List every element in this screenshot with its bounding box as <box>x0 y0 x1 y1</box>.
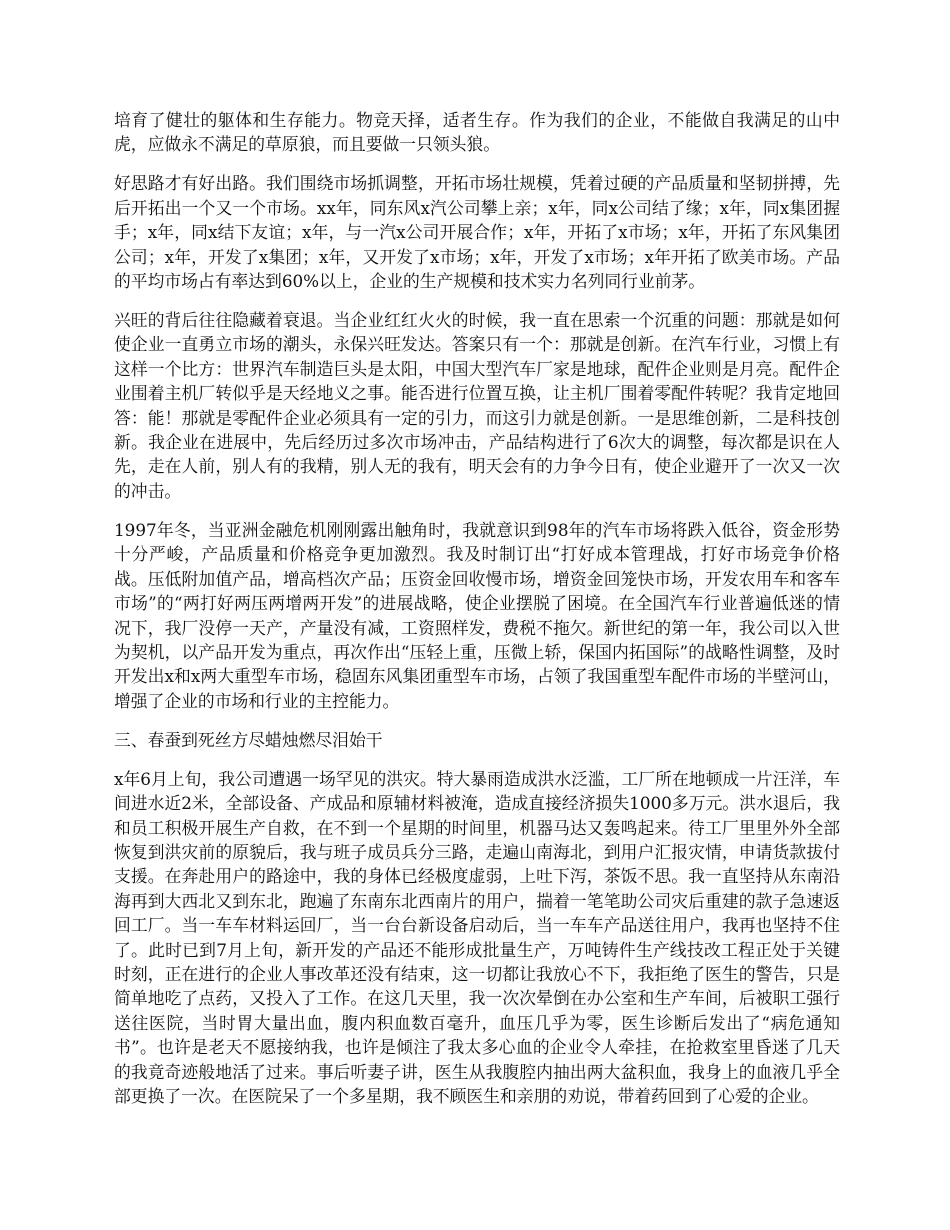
paragraph-2: 好思路才有好出路。我们围绕市场抓调整，开拓市场壮规模，凭着过硬的产品质量和坚韧拼搏，先后开拓出一个又一个市场。xx年，同东风x汽公司攀上亲；x年，同x公司结了缘；x年，同x集团握手；x年，同x结下友谊；x年，与一汽x公司开展合作；x年，开拓了x市场；x年，开拓了东风集团公司；x年，开发了x集团；x年，又开发了x市场；x年，开发了x市场；x年开拓了欧美市场。产品的平均市场占有率达到60%以上，企业的生产规模和技术实力名列同行业前茅。 <box>114 173 840 292</box>
paragraph-5: x年6月上旬，我公司遭遇一场罕见的洪灾。特大暴雨造成洪水泛滥，工厂所在地顿成一片汪洋，车间进水近2米，全部设备、产成品和原辅材料被淹，造成直接经济损失1000多万元。洪水退后，我和员工积极开展生产自救，在不到一个星期的时间里，机器马达又轰鸣起来。待工厂里里外外全部恢复到洪灾前的原貌后，我与班子成员兵分三路，走遍山南海北，到用户汇报灾情，申请货款拔付支援。在奔赴用户的路途中，我的身体已经极度虚弱，上吐下泻，茶饭不思。我一直坚持从东南沿海再到大西北又到东北，跑遍了东南东北西南片的用户，揣着一笔笔助公司灾后重建的款子急速返回工厂。当一车车材料运回厂，当一台台新设备启动后，当一车车产品送往用户，我再也坚持不住了。此时已到7月上旬，新开发的产品还不能形成批量生产，万吨铸件生产线技改工程正处于关键时刻，正在进行的企业人事改革还没有结束，这一切都让我放心不下，我拒绝了医生的警告，只是简单地吃了点药，又投入了工作。在这几天里，我一次次晕倒在办公室和生产车间，后被职工强行送往医院，当时胃大量出血，腹内积血数百毫升，血压几乎为零，医生诊断后发出了“病危通知书”。也许是老天不愿接纳我，也许是倾注了我太多心血的企业令人牵挂，在抢救室里昏迷了几天的我竟奇迹般地活了过来。事后听妻子讲，医生从我腹腔内抽出两大盆积血，我身上的血液几乎全部更换了一次。在医院呆了一个多星期，我不顾医生和亲朋的劝说，带着药回到了心爱的企业。 <box>114 768 840 1106</box>
document-body <box>114 108 840 1123</box>
paragraph-3: 兴旺的背后往往隐藏着衰退。当企业红红火火的时候，我一直在思索一个沉重的问题：那就是如何使企业一直勇立市场的潮头，永保兴旺发达。答案只有一个：那就是创新。在汽车行业，习惯上有这样一个比方：世界汽车制造巨头是太阳，中国大型汽车厂家是地球，配件企业则是月亮。配件企业围着主机厂转似乎是天经地义之事。能否进行位置互换，让主机厂围着零配件转呢？我肯定地回答：能！那就是零配件企业必须具有一定的引力，而这引力就是创新。一是思维创新，二是科技创新。我企业在进展中，先后经历过多次市场冲击，产品结构进行了6次大的调整，每次都是识在人先，走在人前，别人有的我精，别人无的我有，明天会有的力争今日有，使企业避开了一次又一次的冲击。 <box>114 310 840 501</box>
paragraph-4: 1997年冬，当亚洲金融危机刚刚露出触角时，我就意识到98年的汽车市场将跌入低谷，资金形势十分严峻，产品质量和价格竞争更加激烈。我及时制订出“打好成本管理战，打好市场竞争价格战。压低附加值产品，增高档次产品；压资金回收慢市场，增资金回笼快市场，开发农用车和客车市场”的“两打好两压两增两开发”的进展战略，使企业摆脱了困境。在全国汽车行业普遍低迷的情况下，我厂没停一天产，产量没有减，工资照样发，费税不拖欠。新世纪的第一年，我公司以入世为契机，以产品开发为重点，再次作出“压轻上重，压微上轿，保国内拓国际”的战略性调整，及时开发出x和x两大重型车市场，稳固东风集团重型车市场，占领了我国重型车配件市场的半壁河山，增强了企业的市场和行业的主控能力。 <box>114 519 840 711</box>
section-heading: 三、春蚕到死丝方尽蜡烛燃尽泪始干 <box>114 729 383 750</box>
paragraph-1: 培育了健壮的躯体和生存能力。物竞天择，适者生存。作为我们的企业，不能做自我满足的山中虎，应做永不满足的草原狼，而且要做一只领头狼。 <box>114 110 840 155</box>
